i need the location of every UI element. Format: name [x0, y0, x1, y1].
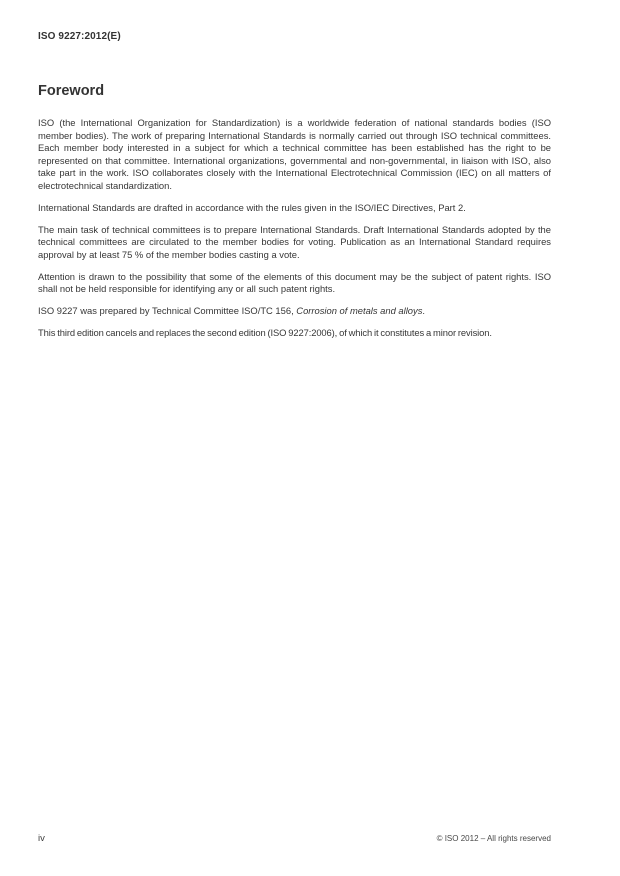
paragraph-patent-rights: Attention is drawn to the possibility that some of the elements of this document may be the subject of patent rights. ISO shall not be held responsible for identifying any or all such patent rights. [38, 270, 551, 294]
paragraph-iso-federation: ISO (the International Organization for Standardization) is a worldwide federation of national standards bodies (ISO member bodies). The work of preparing International Standards is normally carried out through ISO technical committees. Each member body interested in a subject for which a technical committee has been established has the right to be represented on that committee. International organizations, governmental and non-governmental, in liaison with ISO, also take part in the work. ISO collaborates closely with the International Electrotechnical Commission (IEC) on all matters of electrotechnical standardization. [38, 117, 551, 191]
document-reference: ISO 9227:2012(E) [38, 31, 121, 42]
body-text [38, 117, 551, 349]
paragraph-directives: International Standards are drafted in accordance with the rules given in the ISO/IEC Directives, Part 2. [38, 201, 466, 213]
copyright-notice: © ISO 2012 – All rights reserved [436, 834, 551, 843]
page-number: iv [38, 833, 45, 844]
paragraph-committee [38, 305, 551, 318]
paragraph-edition: This third edition cancels and replaces the second edition (ISO 9227:2006), of which it constitutes a minor revision. [38, 327, 492, 338]
committee-name-italic: Corrosion of metals and alloys [296, 305, 423, 316]
committee-text-prefix: ISO 9227 was prepared by Technical Committee ISO/TC 156, [38, 305, 297, 316]
page-title: Foreword [38, 83, 105, 99]
page-footer [38, 833, 551, 844]
paragraph-main-task: The main task of technical committees is to prepare International Standards. Draft International Standards adopted by the technical committees are circulated to the member bodies for voting. Publication as an International Standard requires approval by at least 75 % of the member bodies casting a vote. [38, 223, 551, 260]
committee-text-suffix: . [422, 305, 426, 316]
